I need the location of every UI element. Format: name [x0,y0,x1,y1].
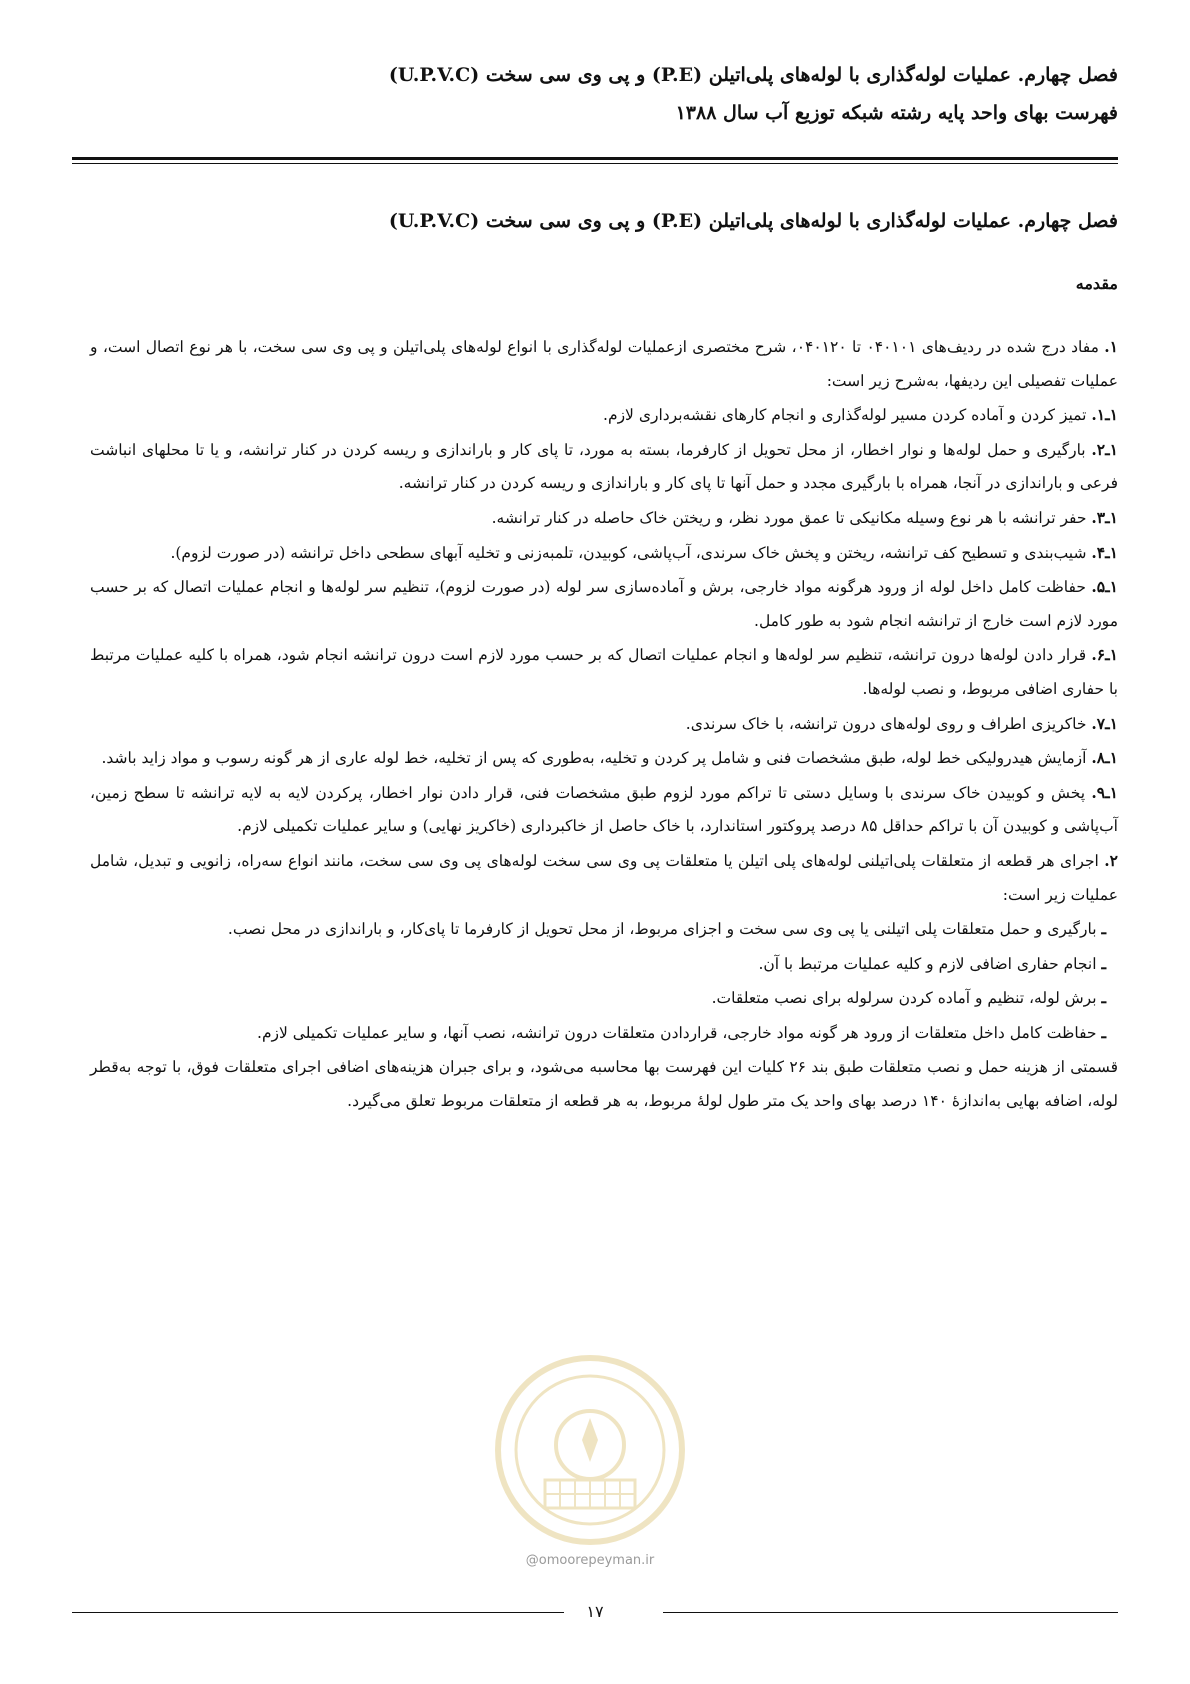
item-number: ۲. [1104,850,1118,870]
paragraph [90,707,1118,742]
item-number: ۱ـ۵. [1091,577,1118,597]
paragraph-text: برش لوله، تنظیم و آماده کردن سرلوله برای نصب متعلقات. [711,989,1102,1008]
item-number: ۱ـ۲. [1091,439,1118,459]
running-header-chapter: فصل چهارم. عملیات لوله‌گذاری با لوله‌های پلی‌اتیلن (P.E) و پی وی سی سخت (U.P.V.C) [388,64,1118,86]
paragraph [90,501,1118,536]
chapter-title: فصل چهارم. عملیات لوله‌گذاری با لوله‌های پلی‌اتیلن (P.E) و پی وی سی سخت (U.P.V.C) [388,210,1118,232]
item-number: ۱ـ۶. [1091,645,1118,665]
bullet-item [90,1016,1118,1051]
item-number: ۱ـ۳. [1091,507,1118,527]
paragraph [90,330,1118,398]
paragraph-text: حفر ترانشه با هر نوع وسیله مکانیکی تا عمق مورد نظر، و ریختن خاک حاصله در کنار ترانشه. [491,508,1092,527]
item-number: ۱. [1104,337,1118,356]
paragraph [90,398,1118,433]
paragraph [90,1050,1118,1118]
paragraph-text: خاکریزی اطراف و روی لوله‌های درون ترانشه، با خاک سرندی. [685,714,1092,733]
bullet-item [90,981,1118,1016]
bullet-item [90,912,1118,947]
paragraph [90,433,1118,501]
paragraph-text: حفاظت کامل داخل لوله از ورود هرگونه مواد خارجی، برش و آماده‌سازی سر لوله (در صورت لزوم)، تنظیم سر لوله‌ها و انجام عملیات اتصال که بر حسب مورد لازم است خارج از ترانشه انجام شود به طور کامل. [90,578,1118,630]
paragraph-text: اجرای هر قطعه از متعلقات پلی‌اتیلنی لوله‌های پلی اتیلن یا متعلقات پی وی سی سخت لوله‌های پی وی سی سخت، مانند انواع سه‌راه، زانویی و تبدیل، شامل عملیات زیر است: [90,851,1118,904]
body-text [90,330,1118,1119]
paragraph-text: حفاظت کامل داخل متعلقات از ورود هر گونه مواد خارجی، قراردادن متعلقات درون ترانشه، نصب آنها، و سایر عملیات تکمیلی لازم. [257,1023,1102,1042]
item-number: ۱ـ۱. [1091,405,1118,425]
paragraph [90,570,1118,638]
paragraph [90,638,1118,706]
paragraph-text: قسمتی از هزینه حمل و نصب متعلقات طبق بند ۲۶ کلیات این فهرست بها محاسبه می‌شود، و برای جبران هزینه‌های اضافی اجرای متعلقات فوق، با توجه به‌قطر لوله، اضافه بهایی به‌اندازهٔ ۱۴۰ درصد بهای واحد یک متر طول لولهٔ مربوط، به هر قطعه از متعلقات مربوط تعلق می‌گیرد. [90,1058,1118,1111]
header-rule-thin [72,163,1118,164]
bullet-dash: ـ [1101,953,1106,973]
paragraph-text: تمیز کردن و آماده کردن مسیر لوله‌گذاری و انجام کارهای نقشه‌برداری لازم. [603,406,1092,425]
item-number: ۱ـ۴. [1091,542,1118,562]
bullet-dash: ـ [1101,988,1106,1008]
running-header [72,56,1118,132]
paragraph-text: شیب‌بندی و تسطیح کف ترانشه، ریختن و پخش خاک سرندی، آب‌پاشی، کوبیدن، تلمبه‌زنی و تخلیه آبهای سطحی داخل ترانشه (در صورت لزوم). [170,543,1092,562]
watermark-seal-icon [490,1350,690,1550]
paragraph-text: بارگیری و حمل متعلقات پلی اتیلنی یا پی وی سی سخت و اجزای مربوط، از محل تحویل از کارفرما تا پای‌کار، و باراندازی در محل نصب. [227,920,1102,939]
intro-heading: مقدمه [1075,274,1118,293]
footer-rule-left [72,1612,564,1613]
page-number: ۱۷ [586,1602,604,1621]
paragraph [90,844,1118,912]
item-number: ۱ـ۸. [1091,748,1118,768]
bullet-dash: ـ [1101,1022,1106,1042]
paragraph-text: پخش و کوبیدن خاک سرندی با وسایل دستی تا تراکم مورد لزوم طبق مشخصات فنی، قرار دادن نوار اخطار، پرکردن لایه به لایه ترانشه تا سطح زمین، آب‌پاشی و کوبیدن آن با تراکم حداقل ۸۵ درصد پروکتور استاندارد، با خاک حاصل از خاکبرداری (خاکریز نهایی) و سایر عملیات تکمیلی لازم. [90,783,1118,836]
paragraph-text: انجام حفاری اضافی لازم و کلیه عملیات مرتبط با آن. [758,954,1102,973]
paragraph [90,776,1118,844]
header-rule-thick [72,157,1118,160]
running-header-subtitle: فهرست بهای واحد پایه رشته شبکه توزیع آب سال ۱۳۸۸ [675,102,1118,124]
bullet-dash: ـ [1101,919,1106,939]
paragraph-text: بارگیری و حمل لوله‌ها و نوار اخطار، از محل تحویل از کارفرما، بسته به مورد، تا پای کار و باراندازی و ریسه کردن در کنار ترانشه، و یا تا محلهای انباشت فرعی و باراندازی در آنجا، همراه با بارگیری مجدد و حمل آنها تا پای کار و باراندازی و ریسه کردن در کنار ترانشه. [90,440,1118,493]
paragraph-text: قرار دادن لوله‌ها درون ترانشه، تنظیم سر لوله‌ها و انجام عملیات اتصال که بر حسب مورد لازم است درون ترانشه انجام شود، همراه با کلیه عملیات مرتبط با حفاری اضافی مربوط، و نصب لوله‌ها. [90,646,1118,698]
paragraph [90,536,1118,571]
paragraph-text: آزمایش هیدرولیکی خط لوله، طبق مشخصات فنی و شامل پر کردن و تخلیه، به‌طوری که پس از تخلیه، خط لوله عاری از هر گونه رسوب و مواد زاید باشد. [101,749,1092,768]
bullet-item [90,947,1118,982]
watermark-text: @omoorepeyman.ir [525,1553,655,1568]
paragraph-text: مفاد درج شده در ردیف‌های ۰۴۰۱۰۱ تا ۰۴۰۱۲۰، شرح مختصری ازعملیات لوله‌گذاری با انواع لوله‌های پلی‌اتیلن و پی وی سی سخت، با هر نوع اتصال است، و عملیات تفصیلی این ردیفها، به‌شرح زیر است: [90,338,1118,390]
item-number: ۱ـ۹. [1091,782,1118,802]
footer-rule-right [663,1612,1118,1613]
item-number: ۱ـ۷. [1091,713,1118,733]
paragraph [90,741,1118,776]
